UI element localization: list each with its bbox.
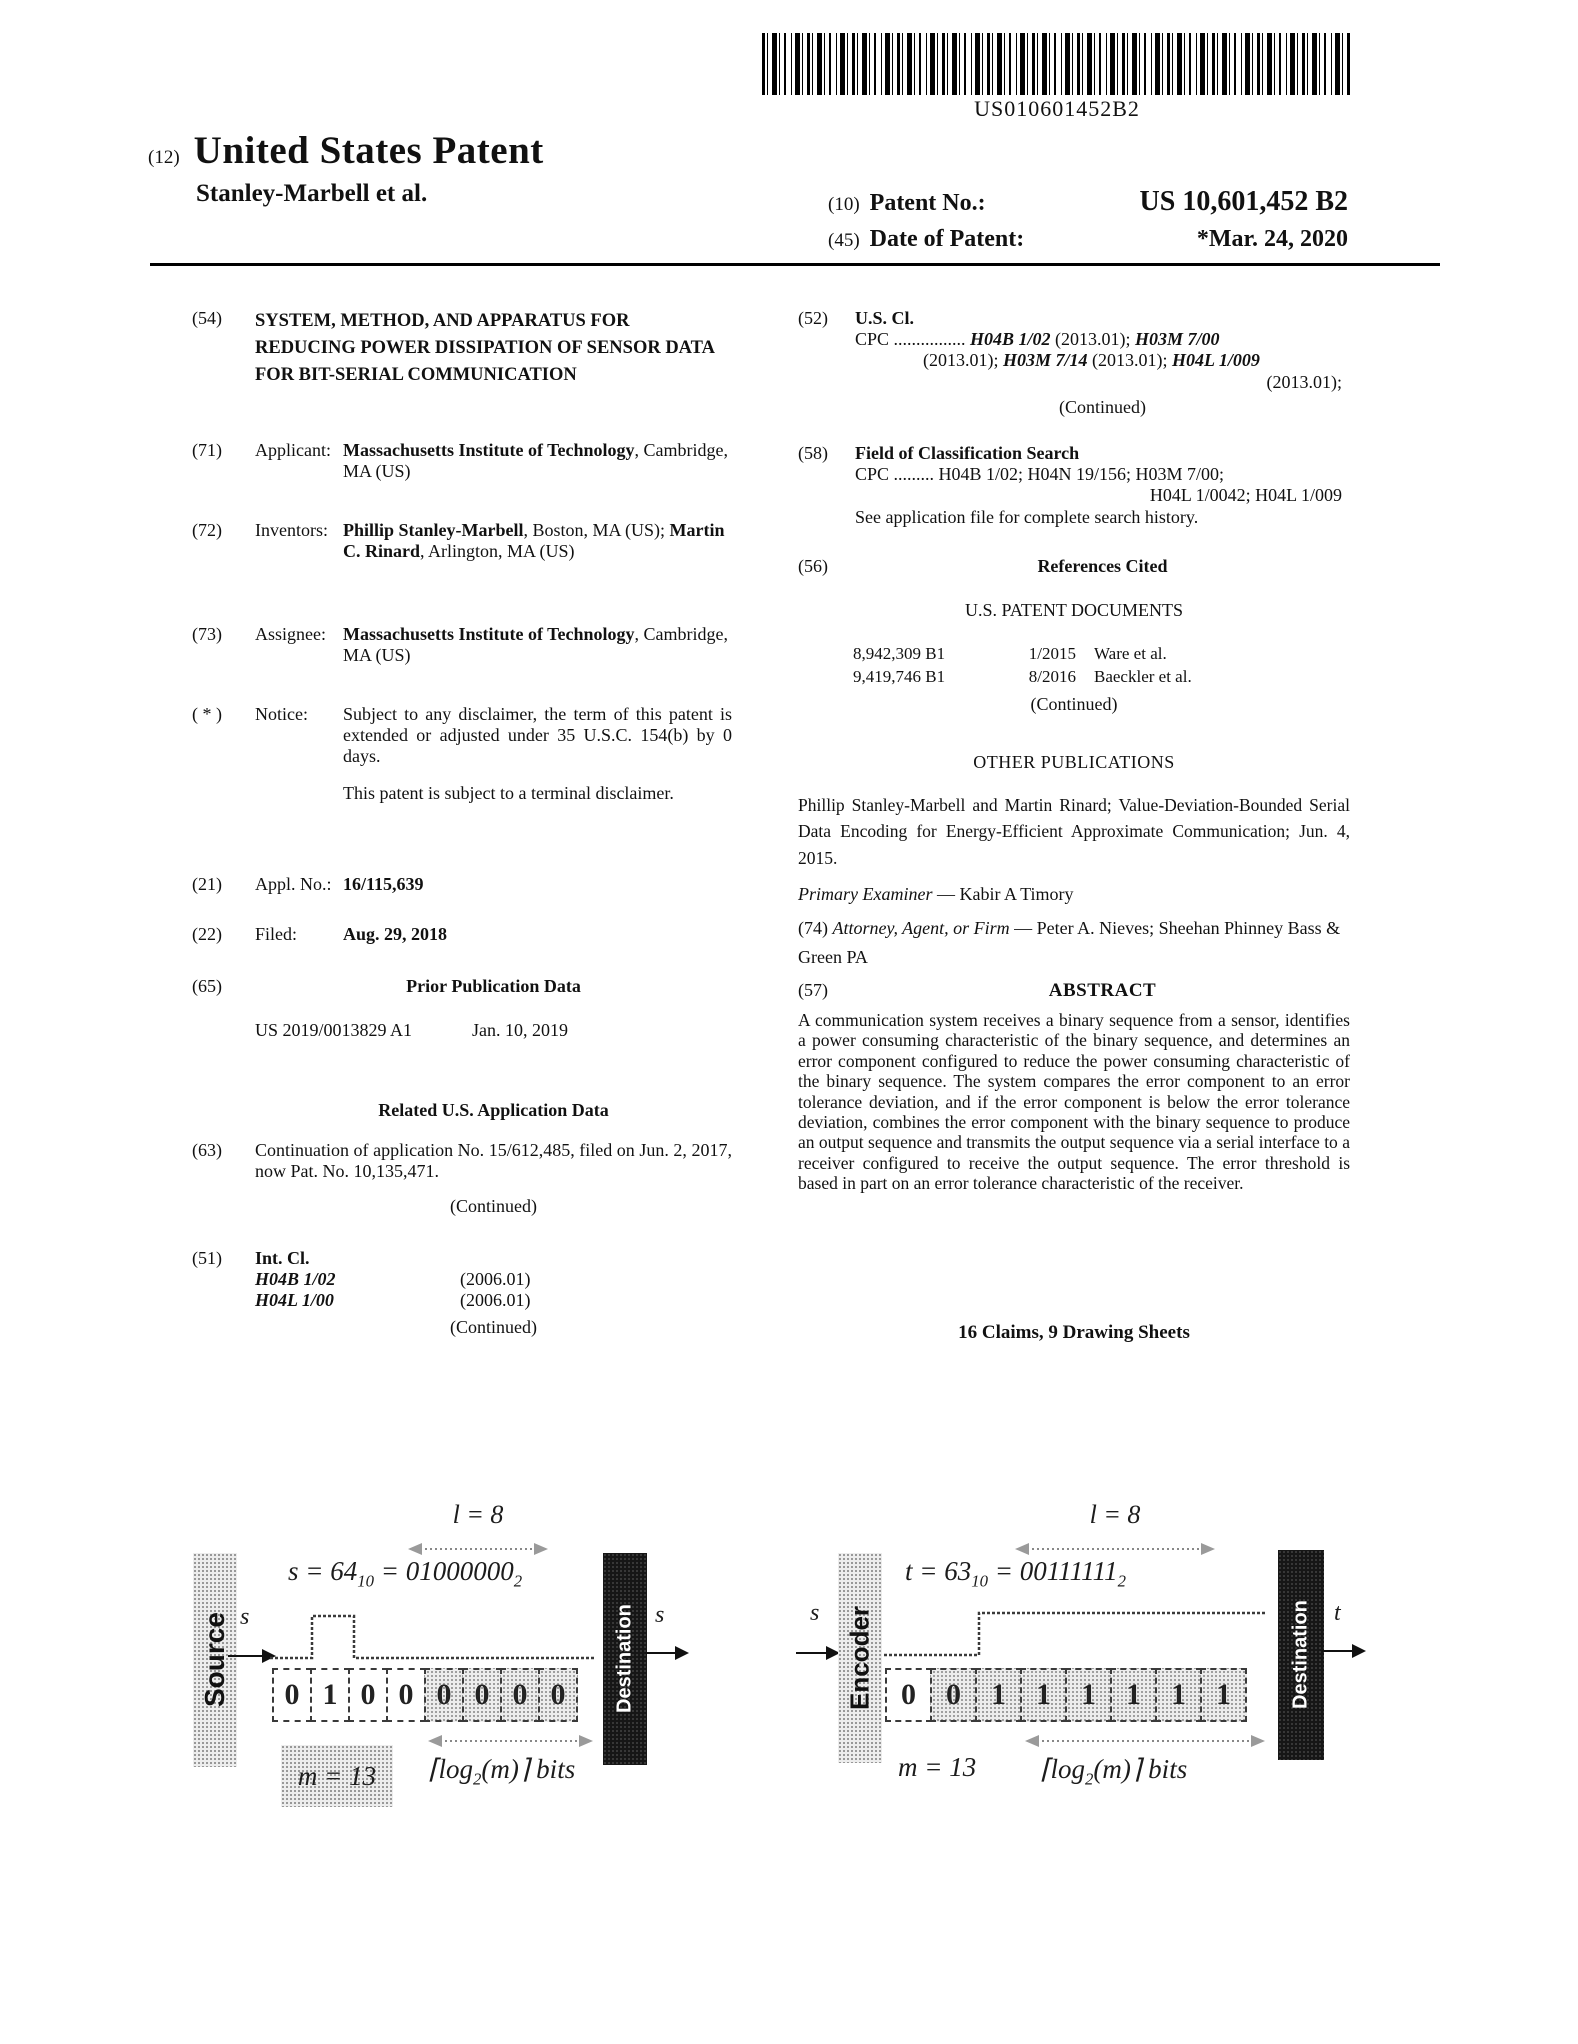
- related-continued: (Continued): [450, 1196, 537, 1216]
- section-52-us-cl: [798, 308, 1350, 418]
- related-data-heading: Related U.S. Application Data: [378, 1100, 609, 1120]
- claims-line: 16 Claims, 9 Drawing Sheets: [958, 1322, 1190, 1343]
- assignee-label: Assignee:: [255, 624, 326, 644]
- destination-box: [603, 1553, 647, 1765]
- section-65-prior-pub: [192, 976, 732, 997]
- ceil-log: ⌈log: [1040, 1754, 1086, 1784]
- log-arg-bits: (m)⌉ bits: [481, 1754, 576, 1784]
- section-tag: (57): [798, 980, 828, 1000]
- section-58-field-search: [798, 443, 1350, 528]
- applicant-location: , Cambridge, MA (US): [343, 440, 729, 482]
- class-code: H04B 1/02: [255, 1269, 336, 1290]
- cpc-label: CPC ................: [855, 329, 971, 350]
- formula-decimal: t = 63: [905, 1556, 972, 1586]
- bit-register: [272, 1668, 578, 1722]
- ref-number: 9,419,746 B1: [853, 667, 946, 686]
- log-base: 2: [473, 1769, 482, 1789]
- inventors-value: [343, 520, 732, 562]
- patent-date-tag: (45): [828, 230, 860, 251]
- formula-binary: = 00111111: [987, 1556, 1118, 1586]
- bit-cell: 1: [1020, 1668, 1067, 1722]
- patent-no-tag: (10): [828, 194, 860, 215]
- source-label: Source: [199, 1612, 230, 1708]
- section-54-title: [192, 308, 732, 388]
- assignee-value: [343, 624, 732, 666]
- waveform: [880, 1605, 1270, 1660]
- field-search-line-3: See application file for complete search history.: [855, 506, 1199, 527]
- examiner-name: — Kabir A Timory: [932, 884, 1074, 904]
- attorney-line: [798, 914, 1350, 972]
- us-cl-continued: (Continued): [1059, 396, 1146, 417]
- destination-label: Destination: [613, 1604, 636, 1714]
- prior-pub-heading: Prior Publication Data: [406, 976, 581, 996]
- field-search-line-1: CPC ......... H04B 1/02; H04N 19/156; H03M 7/00;: [855, 464, 1225, 485]
- filed-label: Filed:: [255, 924, 298, 944]
- formula-base-2: 2: [1117, 1571, 1127, 1591]
- class-year: (2006.01): [460, 1290, 531, 1311]
- section-tag: (65): [192, 976, 222, 996]
- formula-decimal: s = 64: [288, 1556, 358, 1586]
- inventors-label: Inventors:: [255, 520, 328, 540]
- log-bits-arrow: [1025, 1732, 1265, 1750]
- field-search-content: [855, 443, 1350, 528]
- section-tag: (21): [192, 874, 222, 894]
- references-continued: (Continued): [1030, 694, 1118, 714]
- us-cl-content: [855, 308, 1350, 418]
- bit-cell: 0: [885, 1668, 932, 1722]
- section-tag: (52): [798, 308, 828, 328]
- section-tag: ( * ): [192, 704, 222, 724]
- prior-pub-line: [255, 1020, 675, 1041]
- section-tag: (71): [192, 440, 222, 460]
- bit-cell: 1: [1110, 1668, 1157, 1722]
- appl-no-value: 16/115,639: [343, 874, 424, 894]
- ref-date: 8/2016: [1028, 667, 1076, 686]
- inventor-short-name: Stanley-Marbell et al.: [196, 180, 428, 207]
- continuation-text: Continuation of application No. 15/612,485, filed on Jun. 2, 2017, now Pat. No. 10,135,471.: [255, 1140, 732, 1182]
- references-heading: References Cited: [1037, 556, 1168, 576]
- class-code: H04L 1/00: [255, 1290, 334, 1311]
- length-label: l = 8: [452, 1500, 504, 1529]
- log-bits-label: [428, 1754, 575, 1789]
- section-tag: (63): [192, 1140, 222, 1160]
- section-tag: (72): [192, 520, 222, 540]
- applicant-name: Massachusetts Institute of Technology: [343, 440, 635, 460]
- barcode-number: US010601452B2: [974, 96, 1140, 121]
- bit-cell: 0: [348, 1668, 388, 1722]
- attorney-label: Attorney, Agent, or Firm: [832, 918, 1010, 938]
- prior-pub-date: Jan. 10, 2019: [472, 1020, 569, 1040]
- section-51-int-cl: [192, 1248, 732, 1338]
- cpc-code: H03M 7/00: [1135, 329, 1220, 350]
- arrow-out: [645, 1643, 689, 1663]
- waveform: [268, 1608, 598, 1663]
- patent-number-row: [828, 186, 1348, 218]
- examiner-label: Primary Examiner: [798, 884, 933, 904]
- inventor-2: Martin C. Rinard: [343, 520, 725, 562]
- doc-type-line: [148, 128, 544, 173]
- bit-cell: 0: [538, 1668, 578, 1722]
- signal-out-label: t: [1334, 1600, 1341, 1626]
- formula-base-2: 2: [513, 1571, 523, 1591]
- m-value-box: [281, 1745, 393, 1807]
- patent-date-row: [828, 226, 1348, 253]
- attorney-name: — Peter A. Nieves; Sheehan Phinney Bass & Green PA: [798, 918, 1341, 967]
- assignee-name: Massachusetts Institute of Technology: [343, 624, 635, 644]
- bit-cell: 0: [386, 1668, 426, 1722]
- ref-date: 1/2015: [1028, 644, 1076, 663]
- class-year: (2006.01): [460, 1269, 531, 1290]
- field-search-line-2: H04L 1/0042; H04L 1/009: [1149, 485, 1342, 506]
- section-21-appl-no: [192, 874, 732, 895]
- cpc-code: H04B 1/02: [970, 329, 1051, 350]
- filed-value: Aug. 29, 2018: [343, 924, 448, 944]
- other-pubs-text: Phillip Stanley-Marbell and Martin Rinard; Value-Deviation-Bounded Serial Data Encoding for Energy-Efficient Approximate Communication; Jun. 4, 2015.: [798, 795, 1350, 868]
- patent-ref-row: [853, 667, 1313, 687]
- bit-cell: 1: [1155, 1668, 1202, 1722]
- patent-no-value: US 10,601,452 B2: [1139, 186, 1348, 217]
- formula-base-10: 10: [971, 1571, 988, 1591]
- formula-base-10: 10: [357, 1571, 374, 1591]
- bit-cell: 0: [500, 1668, 540, 1722]
- notice-label: Notice:: [255, 704, 308, 724]
- applicant-label: Applicant:: [255, 440, 331, 460]
- signal-in-label: s: [810, 1600, 820, 1626]
- cpc-code: H04L 1/009: [1172, 350, 1260, 371]
- prior-pub-number: US 2019/0013829 A1: [255, 1020, 413, 1040]
- kind-code-tag: (12): [148, 147, 180, 168]
- patent-date-value: *Mar. 24, 2020: [1196, 226, 1348, 252]
- section-tag: (56): [798, 556, 828, 576]
- abstract-heading: ABSTRACT: [1048, 980, 1157, 1001]
- signal-in-label: s: [240, 1604, 250, 1630]
- arrow-in: [796, 1643, 840, 1663]
- ceil-log: ⌈log: [428, 1754, 474, 1784]
- section-tag: (58): [798, 443, 828, 463]
- cpc-year: (2013.01);: [1050, 329, 1136, 350]
- cpc-line-1: [855, 329, 1350, 350]
- examiner-line: [798, 884, 1350, 905]
- section-tag: (54): [192, 308, 222, 328]
- section-22-filed: [192, 924, 732, 945]
- section-72-inventors: [192, 520, 732, 562]
- section-tag: (51): [192, 1248, 222, 1268]
- cpc-line-2: [923, 350, 1350, 371]
- appl-no-label: Appl. No.:: [255, 874, 332, 894]
- int-cl-row: [255, 1290, 732, 1311]
- bit-cell: 0: [272, 1668, 312, 1722]
- destination-label: Destination: [1289, 1600, 1312, 1710]
- bit-cell: 1: [310, 1668, 350, 1722]
- bit-cell: 0: [930, 1668, 977, 1722]
- section-71-applicant: [192, 440, 732, 482]
- int-cl-content: [255, 1248, 732, 1338]
- cpc-year: (2013.01);: [1087, 350, 1173, 371]
- cpc-line-3: (2013.01);: [1266, 371, 1342, 392]
- section-tag: (22): [192, 924, 222, 944]
- log-bits-arrow: [428, 1732, 593, 1750]
- source-value-formula: [288, 1556, 522, 1591]
- int-cl-heading: Int. Cl.: [255, 1248, 310, 1268]
- ref-name: Ware et al.: [1094, 644, 1167, 663]
- applicant-value: [343, 440, 732, 482]
- length-label: l = 8: [1089, 1500, 1141, 1529]
- patent-date-label: Date of Patent:: [869, 226, 1025, 252]
- notice-value: [343, 704, 732, 804]
- m-value: m = 13: [898, 1752, 977, 1782]
- section-63-continuation: [192, 1140, 732, 1182]
- log-arg-bits: (m)⌉ bits: [1093, 1754, 1188, 1784]
- patent-no-label: Patent No.:: [869, 190, 986, 216]
- us-cl-heading: U.S. Cl.: [855, 308, 915, 328]
- encoder-label: Encoder: [844, 1605, 875, 1711]
- bit-register: [885, 1668, 1247, 1722]
- section-notice: [192, 704, 732, 804]
- section-73-assignee: [192, 624, 732, 666]
- section-tag: (73): [192, 624, 222, 644]
- barcode-image: [762, 33, 1352, 95]
- cpc-code: H03M 7/14: [1003, 350, 1088, 371]
- cpc-year: (2013.01);: [923, 350, 1003, 371]
- page-title: United States Patent: [193, 129, 544, 172]
- section-57-abstract: [798, 980, 1350, 1002]
- header-divider: [150, 263, 1440, 266]
- attorney-tag: (74): [798, 918, 828, 938]
- us-patent-docs-heading: U.S. PATENT DOCUMENTS: [964, 600, 1184, 620]
- abstract-text: A communication system receives a binary sequence from a sensor, identifies a power consuming characteristic of the binary sequence, and determines an error component configured to reduce the power consuming characteristic of the binary sequence. The system compares the error component to an error tolerance deviation, and if the error component is below the error tolerance deviation, combines the error component with the binary sequence to produce an output sequence and transmits the output sequence via a serial interface to a receiver configured to receive the output sequence. The error threshold is based in part on an error tolerance characteristic of the receiver.: [798, 1010, 1350, 1194]
- log-base: 2: [1085, 1769, 1094, 1789]
- ref-number: 8,942,309 B1: [853, 644, 946, 663]
- bit-cell: 1: [975, 1668, 1022, 1722]
- notice-paragraph-2: This patent is subject to a terminal disclaimer.: [343, 782, 674, 803]
- int-cl-row: [255, 1269, 732, 1290]
- other-pubs-heading: OTHER PUBLICATIONS: [973, 752, 1175, 772]
- assignee-location: , Cambridge, MA (US): [343, 624, 729, 666]
- encoder-box: [838, 1553, 882, 1763]
- inventor-1: Phillip Stanley-Marbell: [343, 520, 524, 540]
- bit-cell: 1: [1065, 1668, 1112, 1722]
- section-56-references: [798, 556, 1350, 577]
- inventor-2-location: , Arlington, MA (US): [420, 541, 575, 562]
- bit-cell: 0: [424, 1668, 464, 1722]
- bit-cell: 1: [1200, 1668, 1247, 1722]
- patent-ref-row: [853, 644, 1313, 664]
- m-value: m = 13: [297, 1760, 377, 1791]
- arrow-out: [1322, 1641, 1366, 1661]
- ref-name: Baeckler et al.: [1094, 667, 1192, 686]
- invention-title: SYSTEM, METHOD, AND APPARATUS FOR REDUCING POWER DISSIPATION OF SENSOR DATA FOR BIT-SERIAL COMMUNICATION: [255, 311, 714, 385]
- destination-box: [1278, 1550, 1324, 1760]
- inventor-1-location: , Boston, MA (US);: [523, 520, 670, 540]
- signal-out-label: s: [655, 1602, 665, 1628]
- encoded-value-formula: [905, 1556, 1126, 1591]
- log-bits-label: [1040, 1754, 1187, 1789]
- bit-cell: 0: [462, 1668, 502, 1722]
- field-search-heading: Field of Classification Search: [855, 443, 1080, 463]
- notice-paragraph-1: Subject to any disclaimer, the term of this patent is extended or adjusted under 35 U.S.C. 154(b) by 0 days.: [343, 704, 732, 767]
- int-cl-continued: (Continued): [450, 1316, 537, 1337]
- formula-binary: = 01000000: [373, 1556, 514, 1586]
